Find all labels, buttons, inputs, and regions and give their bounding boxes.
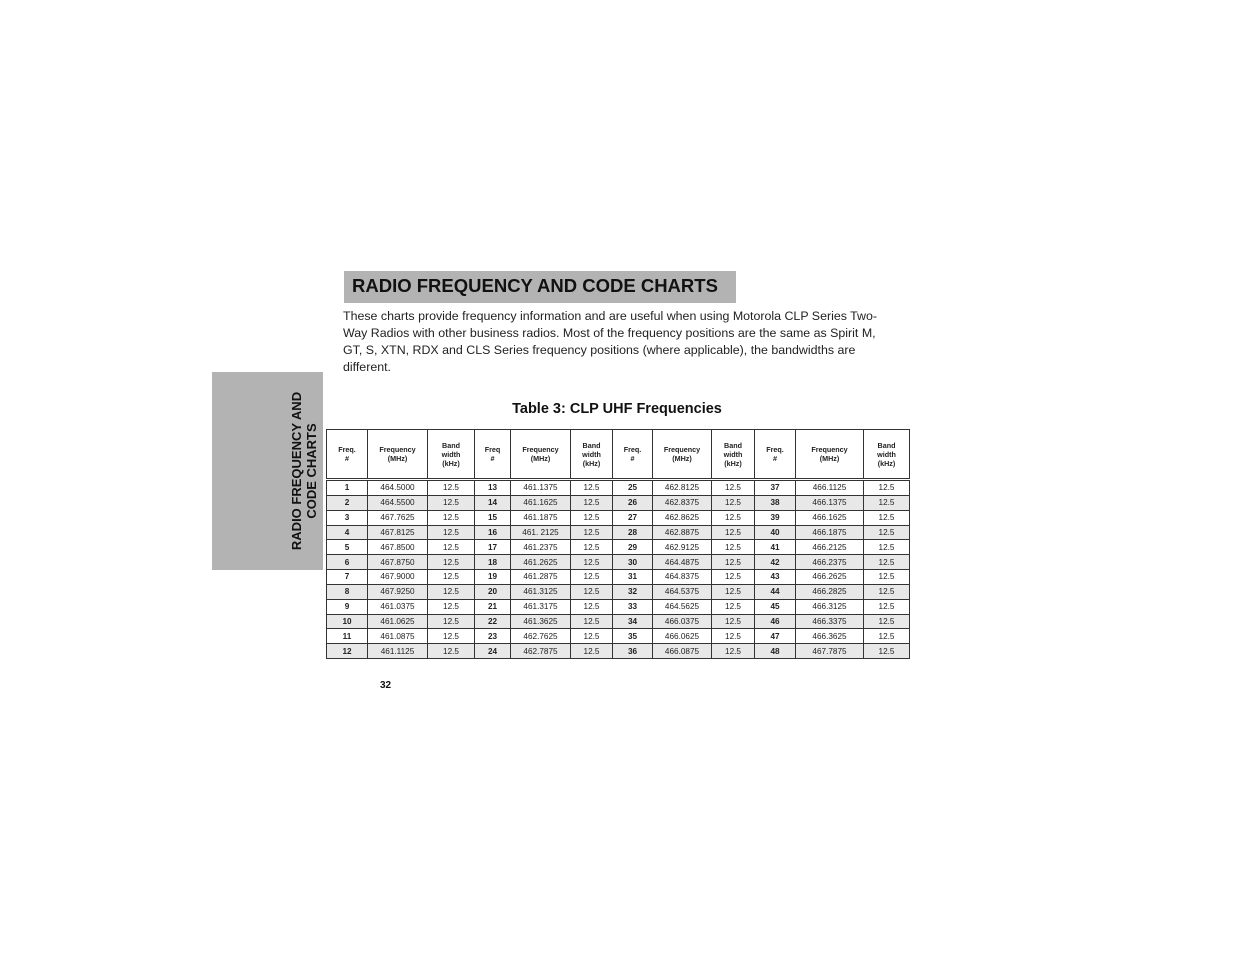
frequency-cell: 466.3625 xyxy=(796,629,864,644)
bandwidth-cell: 12.5 xyxy=(712,525,755,540)
frequency-cell: 467.7625 xyxy=(368,510,428,525)
bandwidth-cell: 12.5 xyxy=(428,555,475,570)
column-header-line: (MHz) xyxy=(387,454,408,463)
frequency-cell: 467.9000 xyxy=(368,570,428,585)
table-row xyxy=(327,510,910,525)
frequency-cell: 466.0375 xyxy=(653,614,712,629)
frequency-cell: 462.8375 xyxy=(653,495,712,510)
column-header-line: (kHz) xyxy=(582,458,601,468)
freq-number-cell: 21 xyxy=(475,599,511,614)
column-header-line: # xyxy=(490,454,495,463)
bandwidth-cell: 12.5 xyxy=(571,510,613,525)
column-header-line: Freq. xyxy=(623,445,642,454)
column-header-line: width xyxy=(723,449,743,459)
freq-number-cell: 4 xyxy=(327,525,368,540)
frequency-cell: 462.8875 xyxy=(653,525,712,540)
freq-number-cell: 16 xyxy=(475,525,511,540)
bandwidth-cell: 12.5 xyxy=(712,629,755,644)
bandwidth-cell: 12.5 xyxy=(864,584,910,599)
column-header xyxy=(755,430,796,480)
freq-number-cell: 47 xyxy=(755,629,796,644)
freq-number-cell: 38 xyxy=(755,495,796,510)
freq-number-cell: 8 xyxy=(327,584,368,599)
freq-number-cell: 26 xyxy=(613,495,653,510)
table-row xyxy=(327,555,910,570)
bandwidth-cell: 12.5 xyxy=(571,480,613,496)
frequency-cell: 461. 2125 xyxy=(511,525,571,540)
bandwidth-cell: 12.5 xyxy=(712,495,755,510)
column-header-line: Band xyxy=(442,440,460,450)
table-row xyxy=(327,599,910,614)
bandwidth-cell: 12.5 xyxy=(864,614,910,629)
freq-number-cell: 9 xyxy=(327,599,368,614)
frequency-cell: 461.0375 xyxy=(368,599,428,614)
bandwidth-cell: 12.5 xyxy=(428,495,475,510)
freq-number-cell: 33 xyxy=(613,599,653,614)
column-header-line: Freq xyxy=(484,445,501,454)
column-header-line: (kHz) xyxy=(724,458,742,468)
side-tab-label: RADIO FREQUENCY AND CODE CHARTS xyxy=(289,391,319,551)
freq-number-cell: 23 xyxy=(475,629,511,644)
bandwidth-cell: 12.5 xyxy=(712,510,755,525)
frequency-cell: 466.1875 xyxy=(796,525,864,540)
bandwidth-cell: 12.5 xyxy=(712,480,755,496)
table-row xyxy=(327,495,910,510)
column-header-line: Frequency xyxy=(663,445,701,454)
column-header xyxy=(712,430,755,480)
column-header xyxy=(327,430,368,480)
freq-number-cell: 45 xyxy=(755,599,796,614)
bandwidth-cell: 12.5 xyxy=(864,555,910,570)
table-row xyxy=(327,614,910,629)
frequency-cell: 461.0625 xyxy=(368,614,428,629)
bandwidth-cell: 12.5 xyxy=(712,644,755,659)
bandwidth-cell: 12.5 xyxy=(428,570,475,585)
bandwidth-cell: 12.5 xyxy=(864,495,910,510)
table-row xyxy=(327,584,910,599)
bandwidth-cell: 12.5 xyxy=(428,614,475,629)
table-row xyxy=(327,629,910,644)
column-header xyxy=(511,430,571,480)
frequency-cell: 466.2375 xyxy=(796,555,864,570)
freq-number-cell: 46 xyxy=(755,614,796,629)
bandwidth-cell: 12.5 xyxy=(571,540,613,555)
freq-number-cell: 39 xyxy=(755,510,796,525)
freq-number-cell: 35 xyxy=(613,629,653,644)
freq-number-cell: 20 xyxy=(475,584,511,599)
bandwidth-cell: 12.5 xyxy=(571,555,613,570)
frequency-table xyxy=(326,429,910,659)
column-header-line: Freq. xyxy=(338,445,356,454)
column-header-line: Freq. xyxy=(766,445,784,454)
column-header-line: Frequency xyxy=(522,445,559,454)
freq-number-cell: 37 xyxy=(755,480,796,496)
column-header-line: # xyxy=(773,454,777,463)
bandwidth-cell: 12.5 xyxy=(712,540,755,555)
bandwidth-cell: 12.5 xyxy=(428,629,475,644)
freq-number-cell: 31 xyxy=(613,570,653,585)
bandwidth-cell: 12.5 xyxy=(864,525,910,540)
bandwidth-cell: 12.5 xyxy=(428,584,475,599)
bandwidth-cell: 12.5 xyxy=(712,584,755,599)
bandwidth-cell: 12.5 xyxy=(428,480,475,496)
bandwidth-cell: 12.5 xyxy=(571,584,613,599)
freq-number-cell: 5 xyxy=(327,540,368,555)
bandwidth-cell: 12.5 xyxy=(428,599,475,614)
freq-number-cell: 43 xyxy=(755,570,796,585)
freq-number-cell: 22 xyxy=(475,614,511,629)
frequency-cell: 467.9250 xyxy=(368,584,428,599)
freq-number-cell: 48 xyxy=(755,644,796,659)
column-header-line: width xyxy=(441,449,461,459)
column-header xyxy=(368,430,428,480)
frequency-cell: 466.3375 xyxy=(796,614,864,629)
freq-number-cell: 17 xyxy=(475,540,511,555)
freq-number-cell: 28 xyxy=(613,525,653,540)
bandwidth-cell: 12.5 xyxy=(571,570,613,585)
freq-number-cell: 19 xyxy=(475,570,511,585)
frequency-cell: 464.4875 xyxy=(653,555,712,570)
frequency-cell: 466.2125 xyxy=(796,540,864,555)
column-header xyxy=(613,430,653,480)
bandwidth-cell: 12.5 xyxy=(571,614,613,629)
frequency-cell: 464.5500 xyxy=(368,495,428,510)
freq-number-cell: 27 xyxy=(613,510,653,525)
freq-number-cell: 40 xyxy=(755,525,796,540)
bandwidth-cell: 12.5 xyxy=(864,540,910,555)
freq-number-cell: 36 xyxy=(613,644,653,659)
column-header-line: (MHz) xyxy=(672,454,692,463)
column-header-line: width xyxy=(877,449,896,459)
bandwidth-cell: 12.5 xyxy=(864,570,910,585)
bandwidth-cell: 12.5 xyxy=(864,599,910,614)
freq-number-cell: 3 xyxy=(327,510,368,525)
freq-number-cell: 1 xyxy=(327,480,368,496)
frequency-cell: 467.7875 xyxy=(796,644,864,659)
column-header-line: Frequency xyxy=(811,445,848,454)
column-header-line: # xyxy=(630,454,635,463)
freq-number-cell: 29 xyxy=(613,540,653,555)
column-header-line: (kHz) xyxy=(877,458,896,468)
frequency-cell: 461.2375 xyxy=(511,540,571,555)
frequency-cell: 462.8125 xyxy=(653,480,712,496)
frequency-cell: 466.2825 xyxy=(796,584,864,599)
frequency-cell: 466.0875 xyxy=(653,644,712,659)
bandwidth-cell: 12.5 xyxy=(571,525,613,540)
bandwidth-cell: 12.5 xyxy=(712,555,755,570)
freq-number-cell: 15 xyxy=(475,510,511,525)
bandwidth-cell: 12.5 xyxy=(428,510,475,525)
bandwidth-cell: 12.5 xyxy=(571,599,613,614)
frequency-cell: 461.3125 xyxy=(511,584,571,599)
intro-text: These charts provide frequency information and are useful when using Motorola CLP Series Two-Way Radios with other business radios. Most of the frequency positions are the same as Spirit M, GT, S, XTN, RDX and CLS Series frequency positions (where applicable), the bandwidths are different. xyxy=(343,309,878,374)
frequency-cell: 464.8375 xyxy=(653,570,712,585)
table-body xyxy=(327,480,910,659)
bandwidth-cell: 12.5 xyxy=(428,540,475,555)
freq-number-cell: 25 xyxy=(613,480,653,496)
frequency-cell: 466.1125 xyxy=(796,480,864,496)
frequency-cell: 467.8125 xyxy=(368,525,428,540)
column-header xyxy=(475,430,511,480)
frequency-cell: 462.7875 xyxy=(511,644,571,659)
freq-number-cell: 12 xyxy=(327,644,368,659)
frequency-cell: 461.2875 xyxy=(511,570,571,585)
frequency-cell: 466.1375 xyxy=(796,495,864,510)
frequency-cell: 467.8500 xyxy=(368,540,428,555)
freq-number-cell: 34 xyxy=(613,614,653,629)
bandwidth-cell: 12.5 xyxy=(712,614,755,629)
table-header-row xyxy=(327,430,910,480)
frequency-cell: 466.0625 xyxy=(653,629,712,644)
frequency-cell: 461.3175 xyxy=(511,599,571,614)
freq-number-cell: 24 xyxy=(475,644,511,659)
freq-number-cell: 11 xyxy=(327,629,368,644)
bandwidth-cell: 12.5 xyxy=(864,510,910,525)
frequency-cell: 462.9125 xyxy=(653,540,712,555)
frequency-cell: 461.2625 xyxy=(511,555,571,570)
bandwidth-cell: 12.5 xyxy=(864,644,910,659)
freq-number-cell: 14 xyxy=(475,495,511,510)
freq-number-cell: 2 xyxy=(327,495,368,510)
freq-number-cell: 18 xyxy=(475,555,511,570)
bandwidth-cell: 12.5 xyxy=(864,480,910,496)
table-row xyxy=(327,644,910,659)
column-header xyxy=(653,430,712,480)
freq-number-cell: 32 xyxy=(613,584,653,599)
table-title: Table 3: CLP UHF Frequencies xyxy=(512,401,722,417)
frequency-cell: 462.7625 xyxy=(511,629,571,644)
table-row xyxy=(327,480,910,496)
frequency-cell: 464.5625 xyxy=(653,599,712,614)
freq-number-cell: 10 xyxy=(327,614,368,629)
column-header xyxy=(796,430,864,480)
frequency-cell: 461.1375 xyxy=(511,480,571,496)
freq-number-cell: 30 xyxy=(613,555,653,570)
frequency-cell: 461.1625 xyxy=(511,495,571,510)
freq-number-cell: 41 xyxy=(755,540,796,555)
frequency-cell: 466.2625 xyxy=(796,570,864,585)
freq-number-cell: 13 xyxy=(475,480,511,496)
column-header-line: Band xyxy=(877,440,896,450)
bandwidth-cell: 12.5 xyxy=(712,570,755,585)
bandwidth-cell: 12.5 xyxy=(712,599,755,614)
bandwidth-cell: 12.5 xyxy=(571,644,613,659)
freq-number-cell: 44 xyxy=(755,584,796,599)
freq-number-cell: 7 xyxy=(327,570,368,585)
table-row xyxy=(327,525,910,540)
bandwidth-cell: 12.5 xyxy=(864,629,910,644)
frequency-cell: 462.8625 xyxy=(653,510,712,525)
column-header-line: Frequency xyxy=(379,445,416,454)
page-number: 32 xyxy=(380,680,392,691)
column-header xyxy=(428,430,475,480)
bandwidth-cell: 12.5 xyxy=(571,495,613,510)
column-header-line: (MHz) xyxy=(530,454,551,463)
bandwidth-cell: 12.5 xyxy=(428,644,475,659)
frequency-cell: 461.1875 xyxy=(511,510,571,525)
column-header-line: Band xyxy=(582,440,601,450)
column-header-line: (kHz) xyxy=(442,458,460,468)
bandwidth-cell: 12.5 xyxy=(571,629,613,644)
frequency-cell: 464.5375 xyxy=(653,584,712,599)
frequency-cell: 464.5000 xyxy=(368,480,428,496)
bandwidth-cell: 12.5 xyxy=(428,525,475,540)
frequency-cell: 461.3625 xyxy=(511,614,571,629)
column-header-line: width xyxy=(582,449,601,459)
frequency-cell: 466.3125 xyxy=(796,599,864,614)
frequency-cell: 467.8750 xyxy=(368,555,428,570)
frequency-cell: 461.0875 xyxy=(368,629,428,644)
section-heading: RADIO FREQUENCY AND CODE CHARTS xyxy=(352,275,718,296)
freq-number-cell: 42 xyxy=(755,555,796,570)
column-header-line: # xyxy=(345,454,349,463)
intro-paragraph xyxy=(343,308,888,376)
table-row xyxy=(327,570,910,585)
frequency-cell: 461.1125 xyxy=(368,644,428,659)
column-header-line: (MHz) xyxy=(819,454,840,463)
table-row xyxy=(327,540,910,555)
column-header-line: Band xyxy=(724,440,742,450)
column-header xyxy=(864,430,910,480)
column-header xyxy=(571,430,613,480)
freq-number-cell: 6 xyxy=(327,555,368,570)
frequency-cell: 466.1625 xyxy=(796,510,864,525)
